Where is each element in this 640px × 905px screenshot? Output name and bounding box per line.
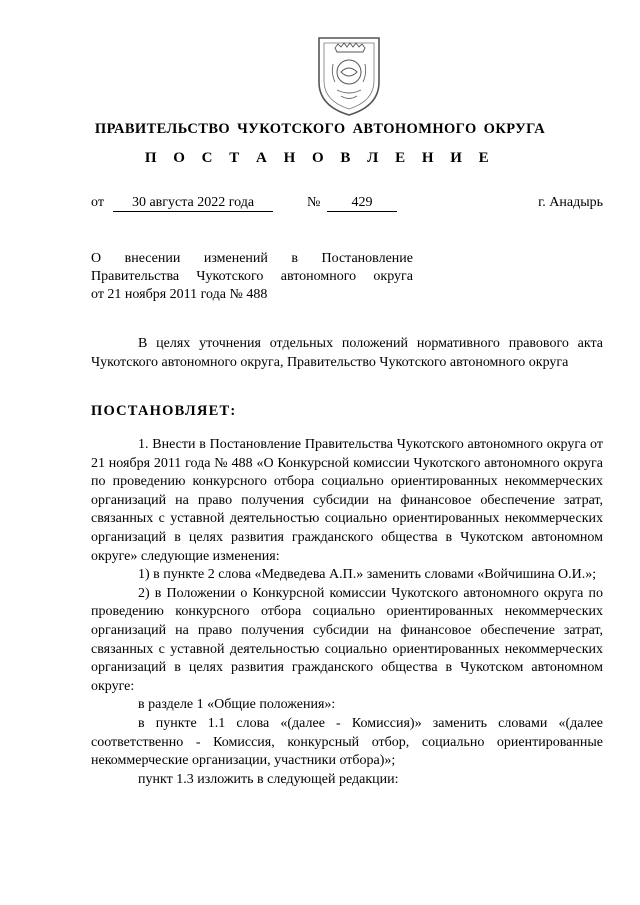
- document-date: [113, 195, 273, 212]
- number-prefix: №: [307, 195, 321, 210]
- paragraph-2: 1) в пункте 2 слова «Медведева А.П.» заменить словами «Войчишина О.И.»;: [138, 567, 597, 583]
- subject-line-3: от 21 ноября 2011 года № 488: [91, 287, 268, 302]
- resolve-heading: ПОСТАНОВЛЯЕТ:: [91, 403, 237, 419]
- paragraph-3: 2) в Положении о Конкурсной комиссии Чукотского автономного округа по проведению конкурсного отбора социально ориентированных некоммерческих организаций на право получения субсидии на финансовое обеспечение затрат, связанных с уставной деятельностью социально ориентированных некоммерческих организаций в целях развития гражданского общества в Чукотском автономном округе:: [91, 585, 603, 694]
- document-number-value: 429: [327, 195, 397, 212]
- document-type: П О С Т А Н О В Л Е Н И Е: [144, 150, 496, 166]
- city: г. Анадырь: [538, 195, 603, 210]
- date-number-line: [0, 195, 640, 215]
- subject-line-2: Правительства Чукотского автономного округа: [91, 269, 413, 284]
- date-prefix: от: [91, 195, 104, 210]
- coat-of-arms-icon: [313, 34, 385, 118]
- document-date-value: 30 августа 2022 года: [113, 195, 273, 212]
- subject-line-1: О внесении изменений в Постановление: [91, 251, 413, 266]
- organization-title: ПРАВИТЕЛЬСТВО ЧУКОТСКОГО АВТОНОМНОГО ОКРУГА: [94, 121, 546, 137]
- paragraph-5: в пункте 1.1 слова «(далее - Комиссия)» заменить словами «(далее соответственно - Комиссия, конкурсный отбор, социально ориентированные некоммерческие организации, участники отбора)»;: [91, 715, 603, 769]
- main-text: [91, 436, 603, 789]
- preamble: В целях уточнения отдельных положений нормативного правового акта Чукотского автономного округа, Правительство Чукотского автономного округа: [91, 336, 603, 370]
- document-number: [327, 195, 397, 212]
- paragraph-6: пункт 1.3 изложить в следующей редакции:: [138, 771, 399, 787]
- paragraph-4: в разделе 1 «Общие положения»:: [138, 697, 336, 713]
- paragraph-1: 1. Внести в Постановление Правительства Чукотского автономного округа от 21 ноября 2011 года № 488 «О Конкурсной комиссии Чукотского автономного округа по проведению конкурсного отбора социально ориентированных некоммерческих организаций на право получения субсидии на финансовое обеспечение затрат, связанных с уставной деятельностью социально ориентированных некоммерческих организаций в целях развития гражданского общества в Чукотском автономном округе» следующие изменения:: [91, 437, 603, 564]
- preamble-block: [91, 335, 603, 372]
- document-subject: [91, 250, 413, 304]
